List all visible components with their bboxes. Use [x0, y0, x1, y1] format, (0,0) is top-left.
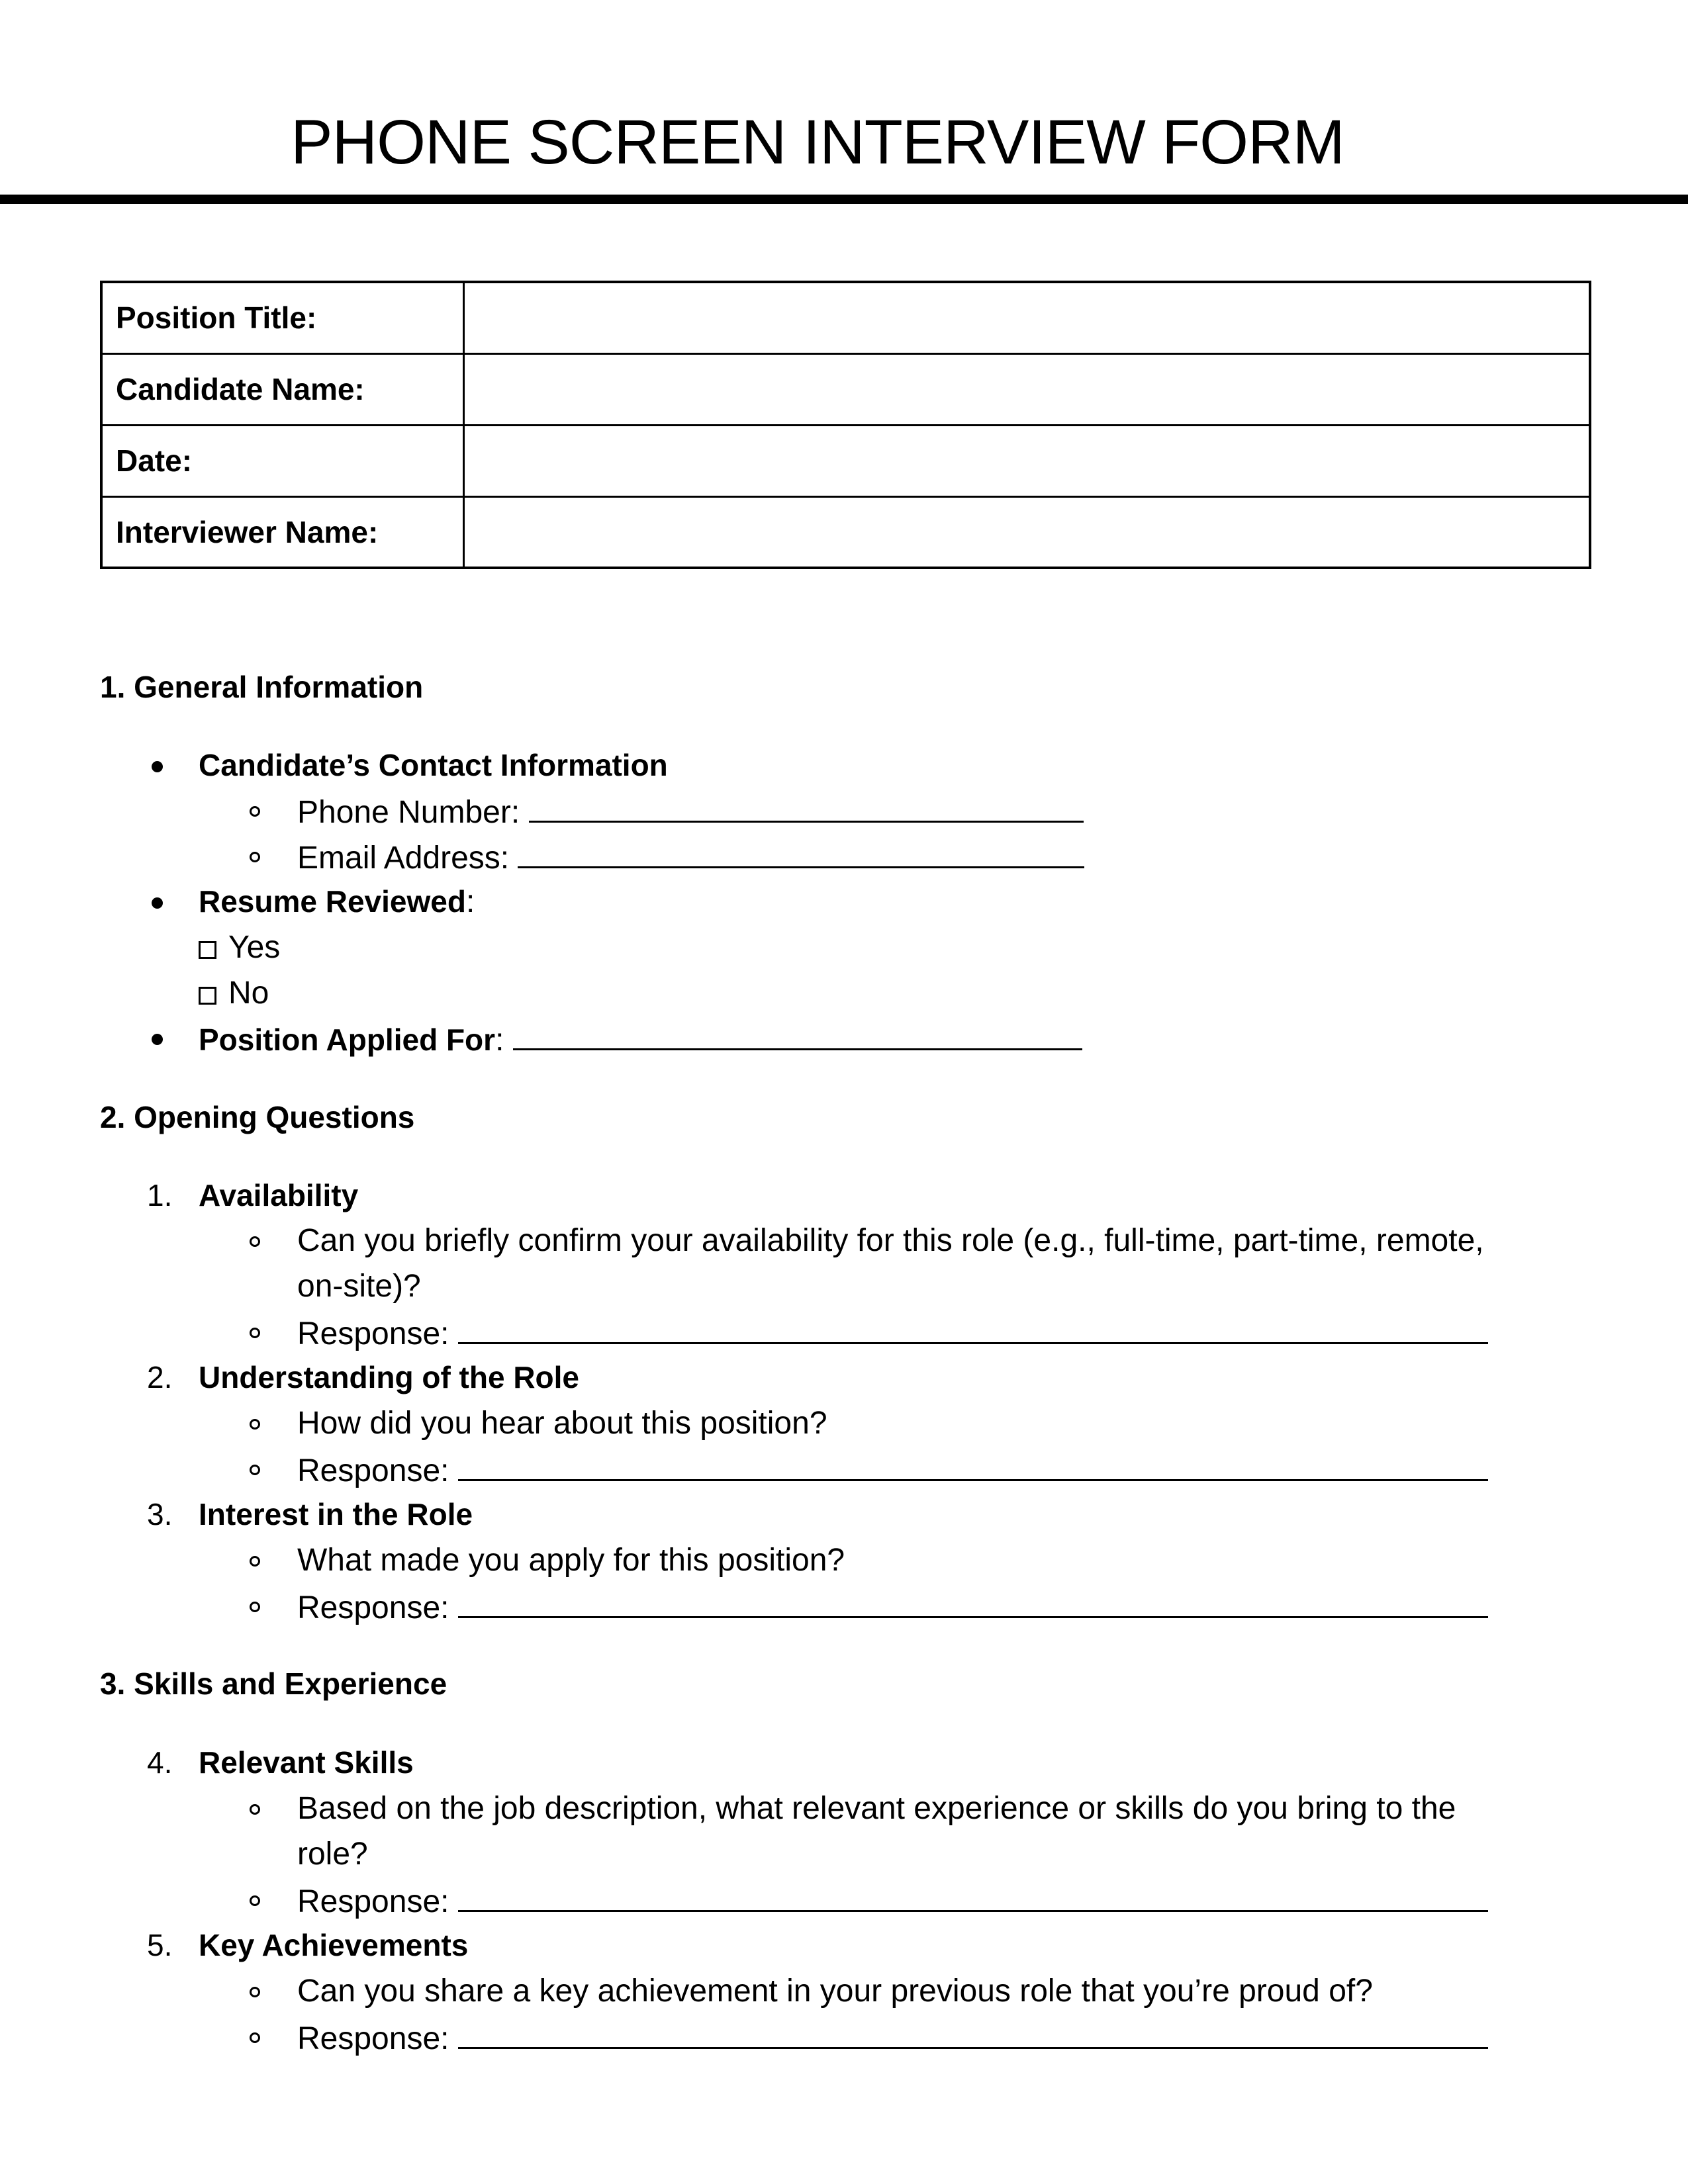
date-field[interactable]	[463, 425, 1590, 496]
hollow-bullet-icon	[250, 1419, 260, 1430]
candidate-name-label: Candidate Name:	[101, 353, 463, 425]
position-applied-field[interactable]	[513, 1015, 1082, 1050]
table-row	[101, 282, 1590, 353]
phone-number-label: Phone Number:	[297, 795, 520, 830]
yes-label: Yes	[228, 930, 281, 965]
question-text: Can you briefly confirm your availability for this role (e.g., full-time, part-time, remote,	[297, 1223, 1484, 1258]
response-label: Response:	[297, 1884, 449, 1919]
hollow-bullet-icon	[250, 1987, 260, 1997]
question-number: 2.	[147, 1360, 173, 1394]
question-number: 5.	[147, 1928, 173, 1962]
title-rule	[0, 195, 1688, 204]
resume-reviewed-colon: :	[465, 884, 475, 919]
question-text: How did you hear about this position?	[297, 1406, 827, 1441]
candidate-name-field[interactable]	[463, 353, 1590, 425]
question-title: Understanding of the Role	[199, 1360, 579, 1394]
hollow-bullet-icon	[250, 1556, 260, 1567]
question-title: Interest in the Role	[199, 1497, 473, 1531]
section-heading-skills: 3. Skills and Experience	[100, 1666, 447, 1701]
question-number: 4.	[147, 1745, 173, 1780]
response-field[interactable]	[458, 1446, 1488, 1481]
question-text: Can you share a key achievement in your previous role that you’re proud of?	[297, 1974, 1373, 2009]
section-heading-general: 1. General Information	[100, 670, 424, 704]
position-title-field[interactable]	[463, 282, 1590, 353]
question-text-continued: on-site)?	[297, 1269, 421, 1304]
table-row	[101, 496, 1590, 568]
page-title: PHONE SCREEN INTERVIEW FORM	[291, 107, 1344, 177]
email-address-label: Email Address:	[297, 841, 510, 876]
response-field[interactable]	[458, 1877, 1488, 1912]
response-label: Response:	[297, 2021, 449, 2056]
hollow-bullet-icon	[250, 852, 260, 862]
candidate-info-table	[100, 281, 1591, 569]
section-heading-opening: 2. Opening Questions	[100, 1100, 415, 1134]
interviewer-name-label: Interviewer Name:	[101, 496, 463, 568]
position-applied-colon: :	[495, 1023, 504, 1058]
question-title: Availability	[199, 1178, 359, 1212]
question-title: Key Achievements	[199, 1928, 469, 1962]
hollow-bullet-icon	[250, 1804, 260, 1815]
bullet-icon	[152, 761, 163, 772]
response-field[interactable]	[458, 1309, 1488, 1344]
response-field[interactable]	[458, 1583, 1488, 1618]
question-text-continued: role?	[297, 1837, 368, 1872]
hollow-bullet-icon	[250, 1236, 260, 1247]
question-number: 3.	[147, 1497, 173, 1531]
hollow-bullet-icon	[250, 2032, 260, 2043]
hollow-bullet-icon	[250, 1602, 260, 1612]
response-label: Response:	[297, 1453, 449, 1488]
question-number: 1.	[147, 1178, 173, 1212]
bullet-icon	[152, 1034, 163, 1045]
hollow-bullet-icon	[250, 1465, 260, 1475]
question-title: Relevant Skills	[199, 1745, 414, 1780]
email-address-field[interactable]	[518, 833, 1084, 868]
no-checkbox[interactable]	[199, 987, 216, 1005]
question-text: What made you apply for this position?	[297, 1543, 845, 1578]
hollow-bullet-icon	[250, 806, 260, 817]
response-label: Response:	[297, 1316, 449, 1351]
bullet-icon	[152, 897, 163, 909]
no-label: No	[228, 976, 269, 1011]
interviewer-name-field[interactable]	[463, 496, 1590, 568]
contact-info-heading: Candidate’s Contact Information	[199, 748, 668, 782]
hollow-bullet-icon	[250, 1895, 260, 1906]
question-text: Based on the job description, what relevant experience or skills do you bring to the	[297, 1791, 1456, 1826]
table-row	[101, 353, 1590, 425]
response-label: Response:	[297, 1590, 449, 1625]
resume-reviewed-label: Resume Reviewed	[199, 884, 466, 919]
response-field[interactable]	[458, 2014, 1488, 2049]
date-label: Date:	[101, 425, 463, 496]
position-applied-label: Position Applied For	[199, 1023, 496, 1057]
position-title-label: Position Title:	[101, 282, 463, 353]
yes-checkbox[interactable]	[199, 941, 216, 959]
hollow-bullet-icon	[250, 1328, 260, 1338]
phone-number-field[interactable]	[529, 788, 1084, 823]
table-row	[101, 425, 1590, 496]
